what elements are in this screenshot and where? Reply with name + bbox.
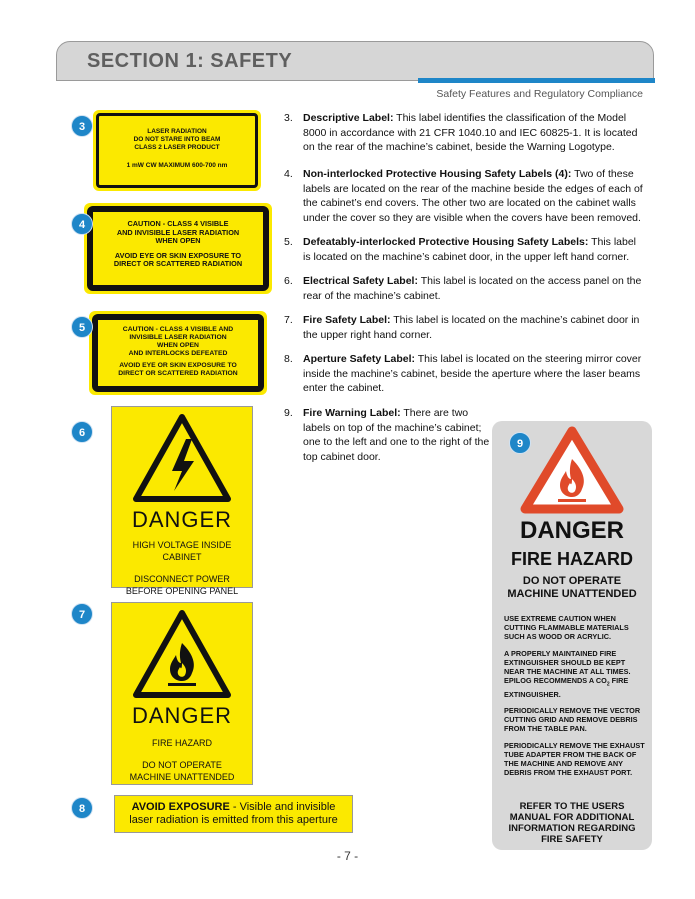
item-title: Defeatably-interlocked Protective Housing Safety Labels: xyxy=(303,236,589,248)
fire-panel-notes xyxy=(504,614,646,785)
aperture-safety-label xyxy=(114,795,353,833)
list-item xyxy=(284,274,644,303)
item-body: This label is located on the machine’s cabinet door in the upper right hand corner. xyxy=(303,314,640,341)
label5-line: CAUTION - CLASS 4 VISIBLE AND xyxy=(122,326,234,333)
item-number: 3. xyxy=(284,112,293,124)
section-subtitle: Safety Features and Regulatory Compliance xyxy=(436,88,643,100)
label5-line: WHEN OPEN xyxy=(157,342,199,349)
fire-safety-label xyxy=(111,602,253,785)
high-voltage-warning-icon xyxy=(132,413,232,503)
item-title: Fire Warning Label: xyxy=(303,407,401,419)
item-title: Electrical Safety Label: xyxy=(303,275,418,287)
badge-3: 3 xyxy=(71,115,93,137)
fire-panel-refer: MANUAL FOR ADDITIONAL xyxy=(509,812,635,823)
danger-word: DANGER xyxy=(131,703,233,728)
item-title: Descriptive Label: xyxy=(303,112,394,124)
label5-line: DIRECT OR SCATTERED RADIATION xyxy=(118,370,238,377)
label-descriptions xyxy=(284,111,644,471)
fire-panel-warning: MACHINE UNATTENDED xyxy=(507,588,637,600)
item-number: 6. xyxy=(284,275,293,287)
item-number: 5. xyxy=(284,236,293,248)
label4-line: WHEN OPEN xyxy=(155,236,201,246)
badge-6: 6 xyxy=(71,421,93,443)
fire-note: USE EXTREME CAUTION WHEN CUTTING FLAMMABLE MATERIALS SUCH AS WOOD OR ACRYLIC. xyxy=(504,614,629,642)
label5-line: INVISIBLE LASER RADIATION xyxy=(129,334,227,341)
label4-line: DIRECT OR SCATTERED RADIATION xyxy=(113,259,243,269)
interlocked-housing-label xyxy=(89,311,267,395)
header-accent-bar xyxy=(418,78,655,83)
descriptive-label xyxy=(93,110,261,191)
section-header xyxy=(56,41,654,81)
instruction-line: MACHINE UNATTENDED xyxy=(129,772,235,782)
label3-line: LASER RADIATION xyxy=(147,128,207,135)
label4-line: CAUTION - CLASS 4 VISIBLE xyxy=(127,219,229,228)
electrical-safety-label xyxy=(111,406,253,596)
item-number: 9. xyxy=(284,407,293,419)
aperture-label-text: laser radiation is emitted from this aperture xyxy=(129,814,338,826)
badge-5: 5 xyxy=(71,316,93,338)
fire-warning-icon xyxy=(520,425,624,515)
item-title: Aperture Safety Label: xyxy=(303,353,416,365)
instruction-line: DO NOT OPERATE xyxy=(142,760,222,770)
list-item xyxy=(284,167,644,225)
item-number: 4. xyxy=(284,168,293,180)
label5-line: AVOID EYE OR SKIN EXPOSURE TO xyxy=(119,362,237,369)
item-title: Non-interlocked Protective Housing Safety Labels (4): xyxy=(303,168,572,180)
item-body: Two of these labels are located on the rear of the machine beside the edges of each of the cabinet’s end covers. The other two are located on the cabinet walls under the cover so they are visible when the covers have been removed. xyxy=(303,168,643,224)
item-body: There are two labels on top of the machine’s cabinet; one to the left and one to the right of the top cabinet door. xyxy=(303,407,490,463)
list-item xyxy=(284,235,644,264)
fire-warning-label xyxy=(492,421,652,850)
fire-panel-refer: REFER TO THE USERS xyxy=(519,801,625,812)
aperture-label-text: - Visible and invisible xyxy=(229,801,336,813)
item-body: This label is located on the machine’s cabinet door, in the upper left hand corner. xyxy=(303,236,637,263)
badge-7: 7 xyxy=(71,603,93,625)
non-interlocked-housing-label xyxy=(84,203,272,294)
badge-4: 4 xyxy=(71,213,93,235)
fire-panel-refer: FIRE SAFETY xyxy=(541,834,603,845)
fire-warning-icon xyxy=(132,609,232,699)
danger-word: DANGER xyxy=(131,507,233,532)
section-title: SECTION 1: SAFETY xyxy=(87,50,293,72)
hazard-text: FIRE HAZARD xyxy=(151,738,212,748)
list-item xyxy=(284,406,494,464)
page-number: - 7 - xyxy=(336,849,359,863)
item-body: This label is located on the access panel on the rear of the machine’s cabinet. xyxy=(303,275,642,302)
label3-line: CLASS 2 LASER PRODUCT xyxy=(134,144,220,151)
fire-panel-warning: DO NOT OPERATE xyxy=(522,575,622,587)
instruction-line: DISCONNECT POWER xyxy=(134,574,230,584)
item-body: This label identifies the classification of the Model 8000 in accordance with 21 CFR 1040.10 and IEC 60825-1. It is located on the rear of the machine’s cabinet, beside the Warning Logotype. xyxy=(303,112,638,153)
label3-spec: 1 mW CW MAXIMUM 600-700 nm xyxy=(126,162,228,169)
label3-line: DO NOT STARE INTO BEAM xyxy=(133,136,221,143)
item-title: Fire Safety Label: xyxy=(303,314,391,326)
label4-line: AND INVISIBLE LASER RADIATION xyxy=(116,227,240,237)
label4-line: AVOID EYE OR SKIN EXPOSURE TO xyxy=(114,250,242,260)
fire-note: PERIODICALLY REMOVE THE EXHAUST TUBE ADAPTER FROM THE BACK OF THE MACHINE AND REMOVE ANY DEBRIS FROM THE EXHAUST PORT. xyxy=(504,740,645,778)
aperture-label-bold: AVOID EXPOSURE xyxy=(131,801,230,813)
item-number: 7. xyxy=(284,314,293,326)
instruction-line: BEFORE OPENING PANEL xyxy=(125,586,239,596)
item-body: This label is located on the steering mirror cover inside the machine’s cabinet, beside the aperture where the laser beams enter the cabinet. xyxy=(303,353,642,394)
fire-note: A PROPERLY MAINTAINED FIRE EXTINGUISHER SHOULD BE KEPT NEAR THE MACHINE AT ALL TIMES. EPILOG RECOMMENDS A $CO_2$ FIRE EXTINGUISHER. xyxy=(504,648,631,699)
list-item xyxy=(284,313,644,342)
list-item xyxy=(284,352,644,396)
list-item xyxy=(284,111,644,155)
hazard-text: HIGH VOLTAGE INSIDE CABINET xyxy=(132,540,232,562)
fire-panel-danger: DANGER xyxy=(519,517,624,544)
label5-line: AND INTERLOCKS DEFEATED xyxy=(128,350,228,357)
fire-note: PERIODICALLY REMOVE THE VECTOR CUTTING GRID AND REMOVE DEBRIS FROM THE TABLE PAN. xyxy=(504,706,641,734)
fire-panel-refer: INFORMATION REGARDING xyxy=(508,823,636,834)
item-number: 8. xyxy=(284,353,293,365)
badge-9: 9 xyxy=(509,432,531,454)
fire-panel-hazard: FIRE HAZARD xyxy=(511,549,633,569)
badge-8: 8 xyxy=(71,797,93,819)
